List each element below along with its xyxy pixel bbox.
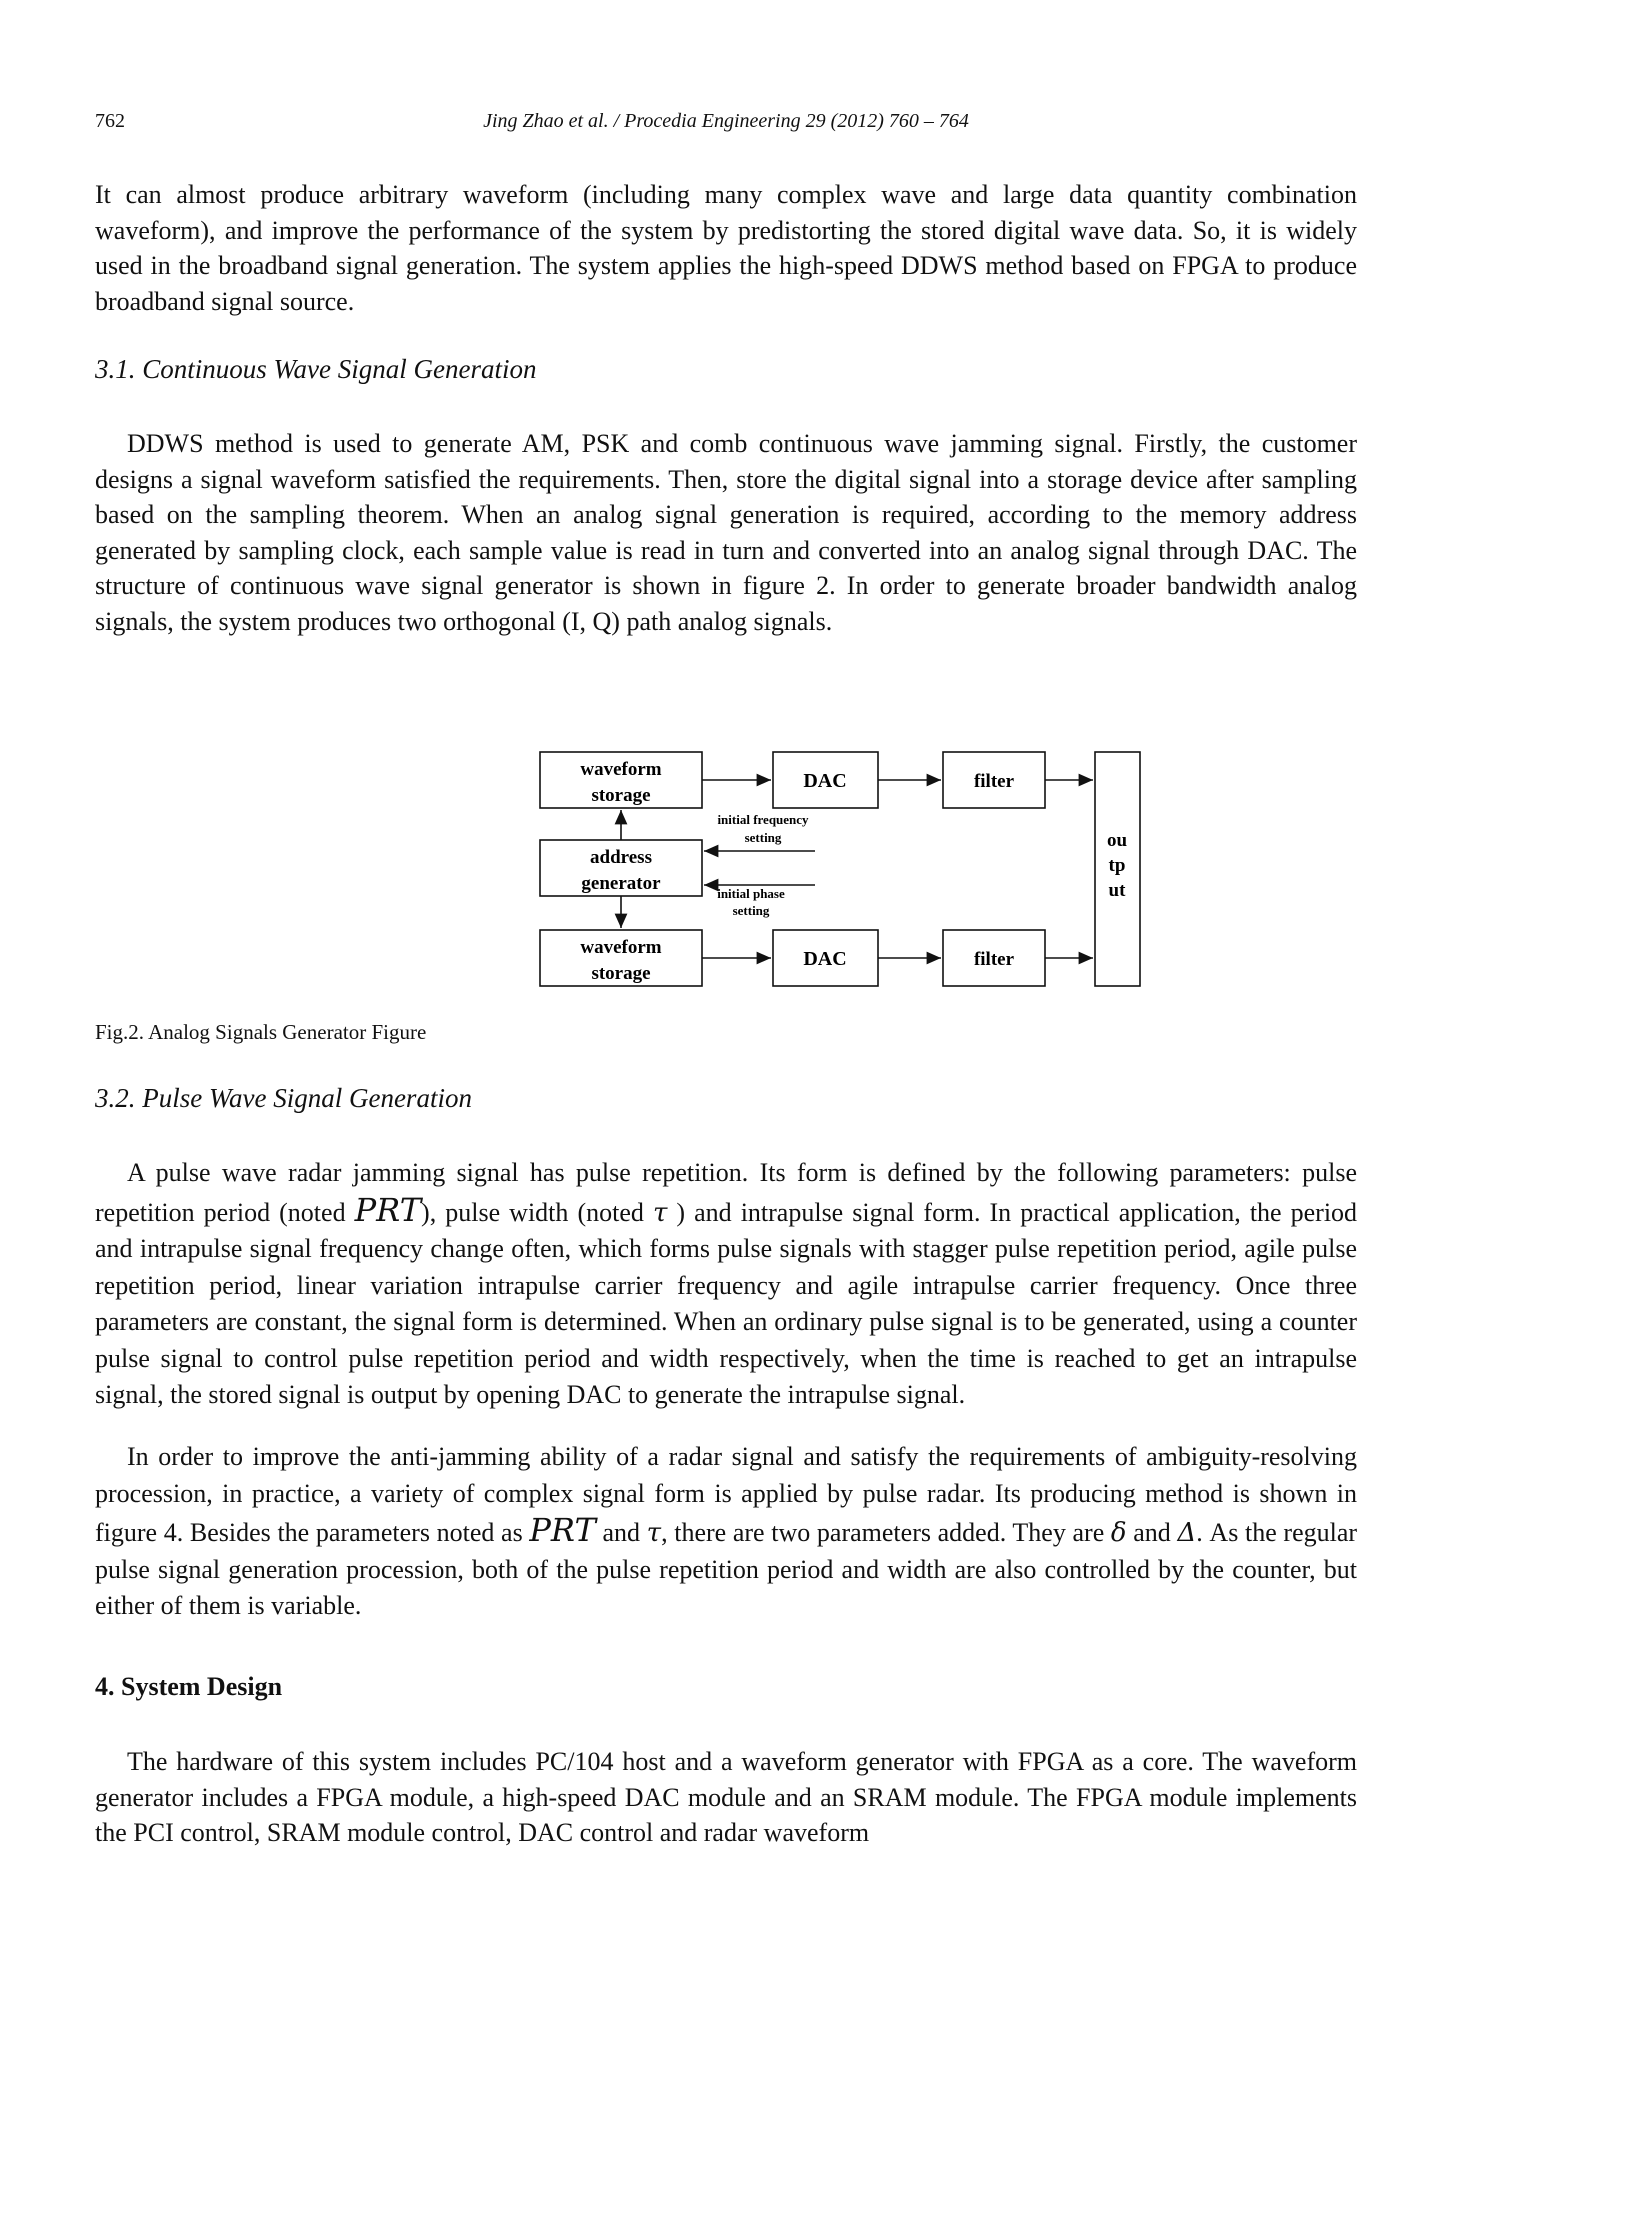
pulse2-text-d: and: [1133, 1518, 1171, 1547]
section-heading-3-2: 3.2. Pulse Wave Signal Generation: [95, 1083, 472, 1113]
pulse1-text-c: ) and intrapulse signal form. In practical application, the period and intrapulse signal frequency change often, which forms pulse signals with stagger pulse repetition period, agile pulse repetition period, linear variation intrapulse carrier frequency and agile intrapulse carrier frequency. Once three parameters are constant, the signal form is determined. When an ordinary pulse signal is to be generated, using a counter pulse signal to control pulse repetition period and width respectively, when the time is reached to get an intrapulse signal, the stored signal is output by opening DAC to generate the intrapulse signal.: [95, 1197, 1358, 1409]
initial-phase-label-1: initial phase: [717, 886, 785, 901]
page-number: 762: [95, 110, 125, 132]
address-generator-label-2: generator: [581, 873, 661, 894]
intro-paragraph: It can almost produce arbitrary waveform (including many complex wave and large data quantity combination waveform), and improve the performance of the system by predistorting the stored digital wave data. So, it is widely used in the broadband signal generation. The system applies the high-speed DDWS method based on FPGA to produce broadband signal source.: [95, 180, 1357, 316]
waveform-storage-bottom-label-1: waveform: [580, 937, 662, 958]
tau-symbol-2: τ: [646, 1518, 662, 1548]
initial-phase-label-2: setting: [732, 903, 770, 918]
output-label-3: ut: [1108, 880, 1126, 901]
filter-top-label: filter: [973, 771, 1015, 792]
running-head: [95, 110, 1357, 140]
pulse2-text-c: , there are two parameters added. They are: [661, 1518, 1105, 1547]
pulse1-text-a: A pulse wave radar jamming signal has pulse repetition. Its form is defined by the following parameters: pulse repetition period (noted: [95, 1158, 1357, 1227]
tau-symbol: τ: [652, 1197, 668, 1228]
section-heading-3-1: 3.1. Continuous Wave Signal Generation: [95, 354, 537, 384]
pulse2-text-b: and: [602, 1518, 640, 1547]
pulse-wave-paragraph-2: [95, 1439, 1357, 1625]
waveform-storage-bottom-label-2: storage: [591, 963, 651, 984]
prt-symbol-2: PRT: [529, 1511, 596, 1549]
analog-signals-generator-figure: [445, 740, 1145, 990]
output-label-2: tp: [1108, 855, 1126, 876]
waveform-storage-top-label-2: storage: [591, 785, 651, 806]
journal-reference: Jing Zhao et al. / Procedia Engineering 29 (2012) 760 – 764: [483, 110, 969, 132]
pulse1-text-b: ), pulse width (noted: [421, 1197, 644, 1227]
pulse2-text-a: In order to improve the anti-jamming ability of a radar signal and satisfy the requirements of ambiguity-resolving procession, in practice, a variety of complex signal form is applied by pulse radar. Its producing method is shown in figure 4. Besides the parameters noted as: [95, 1442, 1357, 1547]
dac-top-label: DAC: [803, 770, 847, 792]
prt-symbol: PRT: [354, 1190, 422, 1229]
initial-frequency-label-1: initial frequency: [717, 812, 809, 827]
filter-bottom-label: filter: [973, 949, 1015, 970]
section-heading-4: 4. System Design: [95, 1672, 283, 1701]
initial-frequency-label-2: setting: [744, 830, 782, 845]
delta-big-symbol: Δ: [1177, 1518, 1197, 1548]
system-design-paragraph: The hardware of this system includes PC/104 host and a waveform generator with FPGA as a core. The waveform generator includes a FPGA module, a high-speed DAC module and an SRAM module. The FPGA module implements the PCI control, SRAM module control, DAC control and radar waveform: [95, 1747, 1357, 1847]
dac-bottom-label: DAC: [803, 948, 847, 970]
output-label-1: ou: [1106, 830, 1128, 851]
continuous-wave-paragraph: DDWS method is used to generate AM, PSK and comb continuous wave jamming signal. Firstly, the customer designs a signal waveform satisfied the requirements. Then, store the digital signal into a storage device after sampling based on the sampling theorem. When an analog signal generation is required, according to the memory address generated by sampling clock, each sample value is read in turn and converted into an analog signal through DAC. The structure of continuous wave signal generator is shown in figure 2. In order to generate broader bandwidth analog signals, the system produces two orthogonal (I, Q) path analog signals.: [95, 429, 1357, 636]
pulse2-text-e: . As the regular pulse signal generation procession, both of the pulse repetition period and width are also controlled by the counter, but either of them is variable.: [95, 1518, 1358, 1620]
pulse-wave-paragraph-1: [95, 1155, 1357, 1414]
delta-small-symbol: δ: [1110, 1518, 1127, 1548]
address-generator-label-1: address: [590, 847, 652, 868]
figure-caption: Fig.2. Analog Signals Generator Figure: [95, 1020, 427, 1044]
block-diagram: [445, 740, 1145, 990]
waveform-storage-top-label-1: waveform: [580, 759, 662, 780]
